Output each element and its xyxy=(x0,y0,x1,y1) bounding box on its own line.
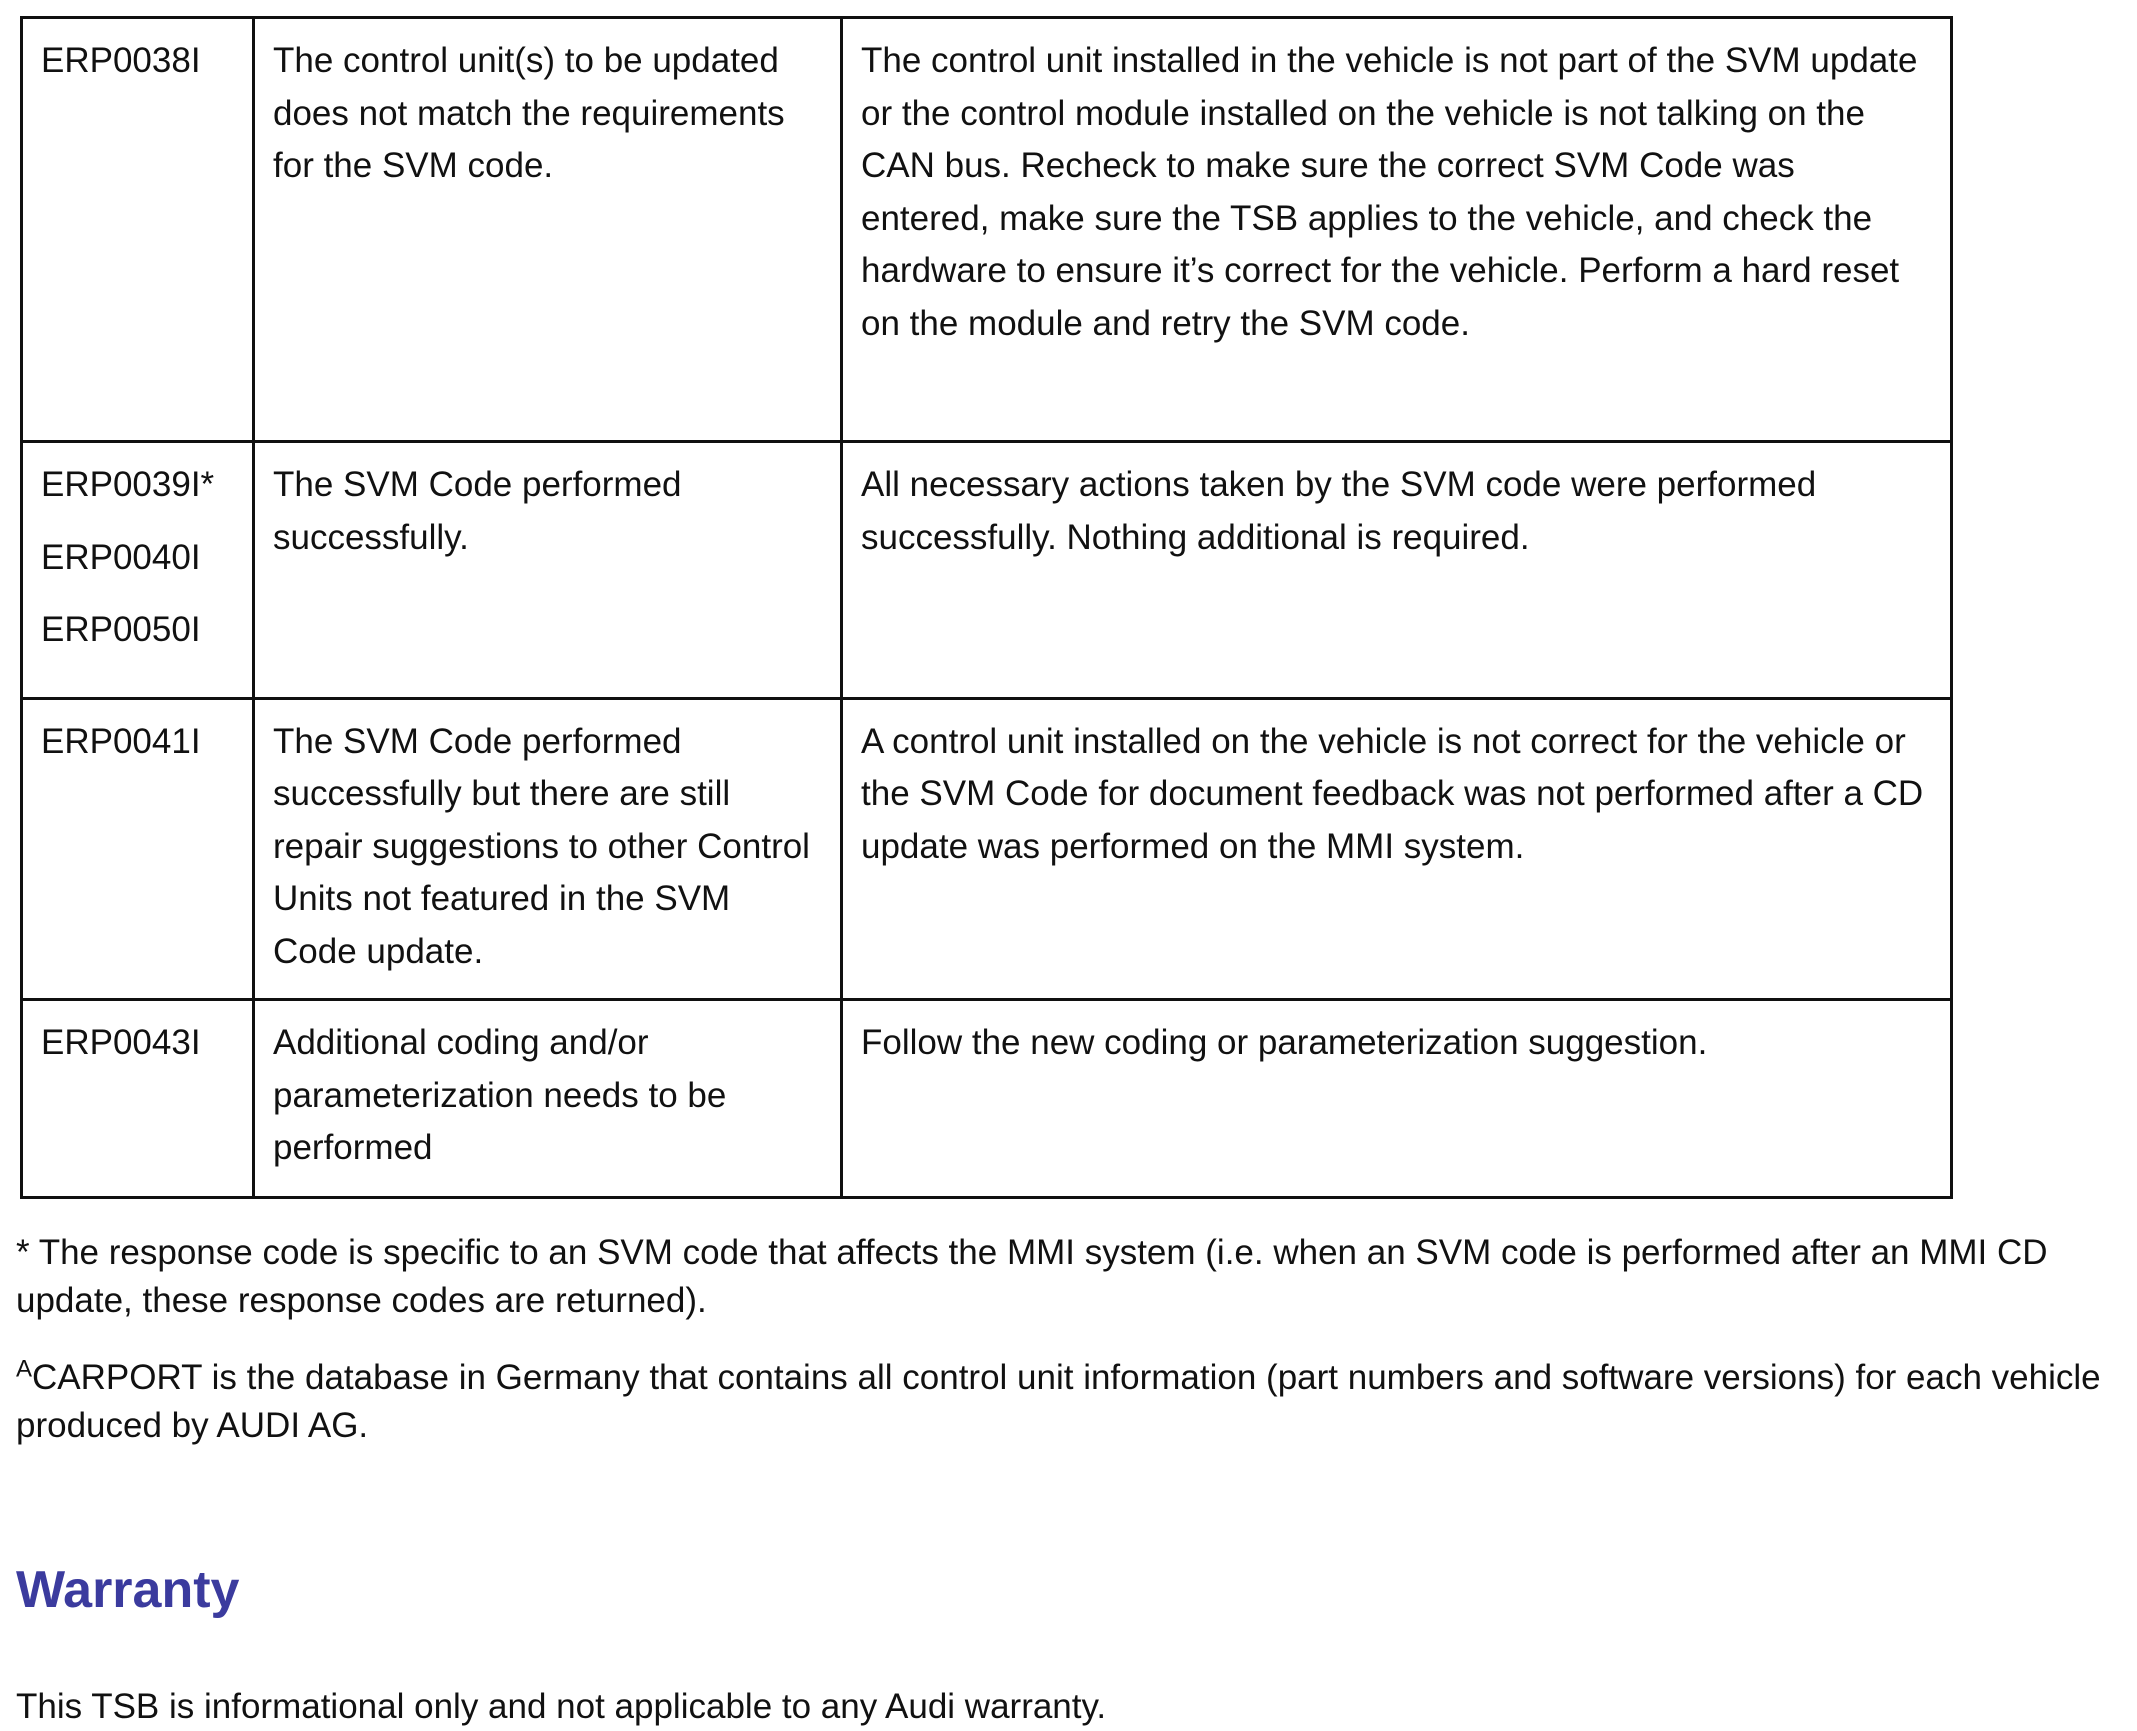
table-row xyxy=(22,442,1952,699)
error-code: ERP0041I xyxy=(41,721,201,761)
error-code: ERP0040I xyxy=(41,537,201,577)
svm-response-codes-table xyxy=(20,16,1953,1199)
description-cell: The SVM Code performed successfully but there are still repair suggestions to other Control Units not featured in the SVM Code update. xyxy=(254,698,842,1000)
explanation-cell: All necessary actions taken by the SVM code were performed successfully. Nothing additional is required. xyxy=(842,442,1952,699)
error-code: ERP0050I xyxy=(41,610,201,649)
table-row xyxy=(22,1000,1952,1198)
code-cell xyxy=(22,18,254,442)
warranty-heading: Warranty xyxy=(16,1561,240,1620)
footnote-carport xyxy=(16,1354,2126,1451)
explanation-cell: The control unit installed in the vehicle is not part of the SVM update or the control module installed on the vehicle is not talking on the CAN bus. Recheck to make sure the correct SVM Code was entered, make sure the TSB applies to the vehicle, and check the hardware to ensure it’s correct for the vehicle. Perform a hard reset on the module and retry the SVM code. xyxy=(842,18,1952,442)
code-cell xyxy=(22,698,254,1000)
footnote-carport-text: CARPORT is the database in Germany that contains all control unit information (part numbers and software versions) for each vehicle produced by AUDI AG. xyxy=(16,1357,2101,1445)
table-row xyxy=(22,698,1952,1000)
error-code: ERP0043I xyxy=(41,1023,201,1062)
code-cell xyxy=(22,1000,254,1198)
warranty-body-text: This TSB is informational only and not applicable to any Audi warranty. xyxy=(16,1687,1107,1727)
explanation-cell: Follow the new coding or parameterization suggestion. xyxy=(842,1000,1952,1198)
footnote-marker: A xyxy=(16,1354,33,1382)
description-cell: The control unit(s) to be updated does not match the requirements for the SVM code. xyxy=(254,18,842,442)
table-row xyxy=(22,18,1952,442)
error-code: ERP0038I xyxy=(41,41,201,80)
footnotes-section xyxy=(16,1229,2126,1450)
description-cell: Additional coding and/or parameterization needs to be performed xyxy=(254,1000,842,1198)
error-code: ERP0039I* xyxy=(41,465,215,504)
footnote-asterisk: * The response code is specific to an SVM code that affects the MMI system (i.e. when an SVM code is performed after an MMI CD update, these response codes are returned). xyxy=(16,1233,2048,1321)
code-cell xyxy=(22,442,254,699)
description-cell: The SVM Code performed successfully. xyxy=(254,442,842,699)
explanation-cell: A control unit installed on the vehicle is not correct for the vehicle or the SVM Code for document feedback was not performed after a CD update was performed on the MMI system. xyxy=(842,698,1952,1000)
